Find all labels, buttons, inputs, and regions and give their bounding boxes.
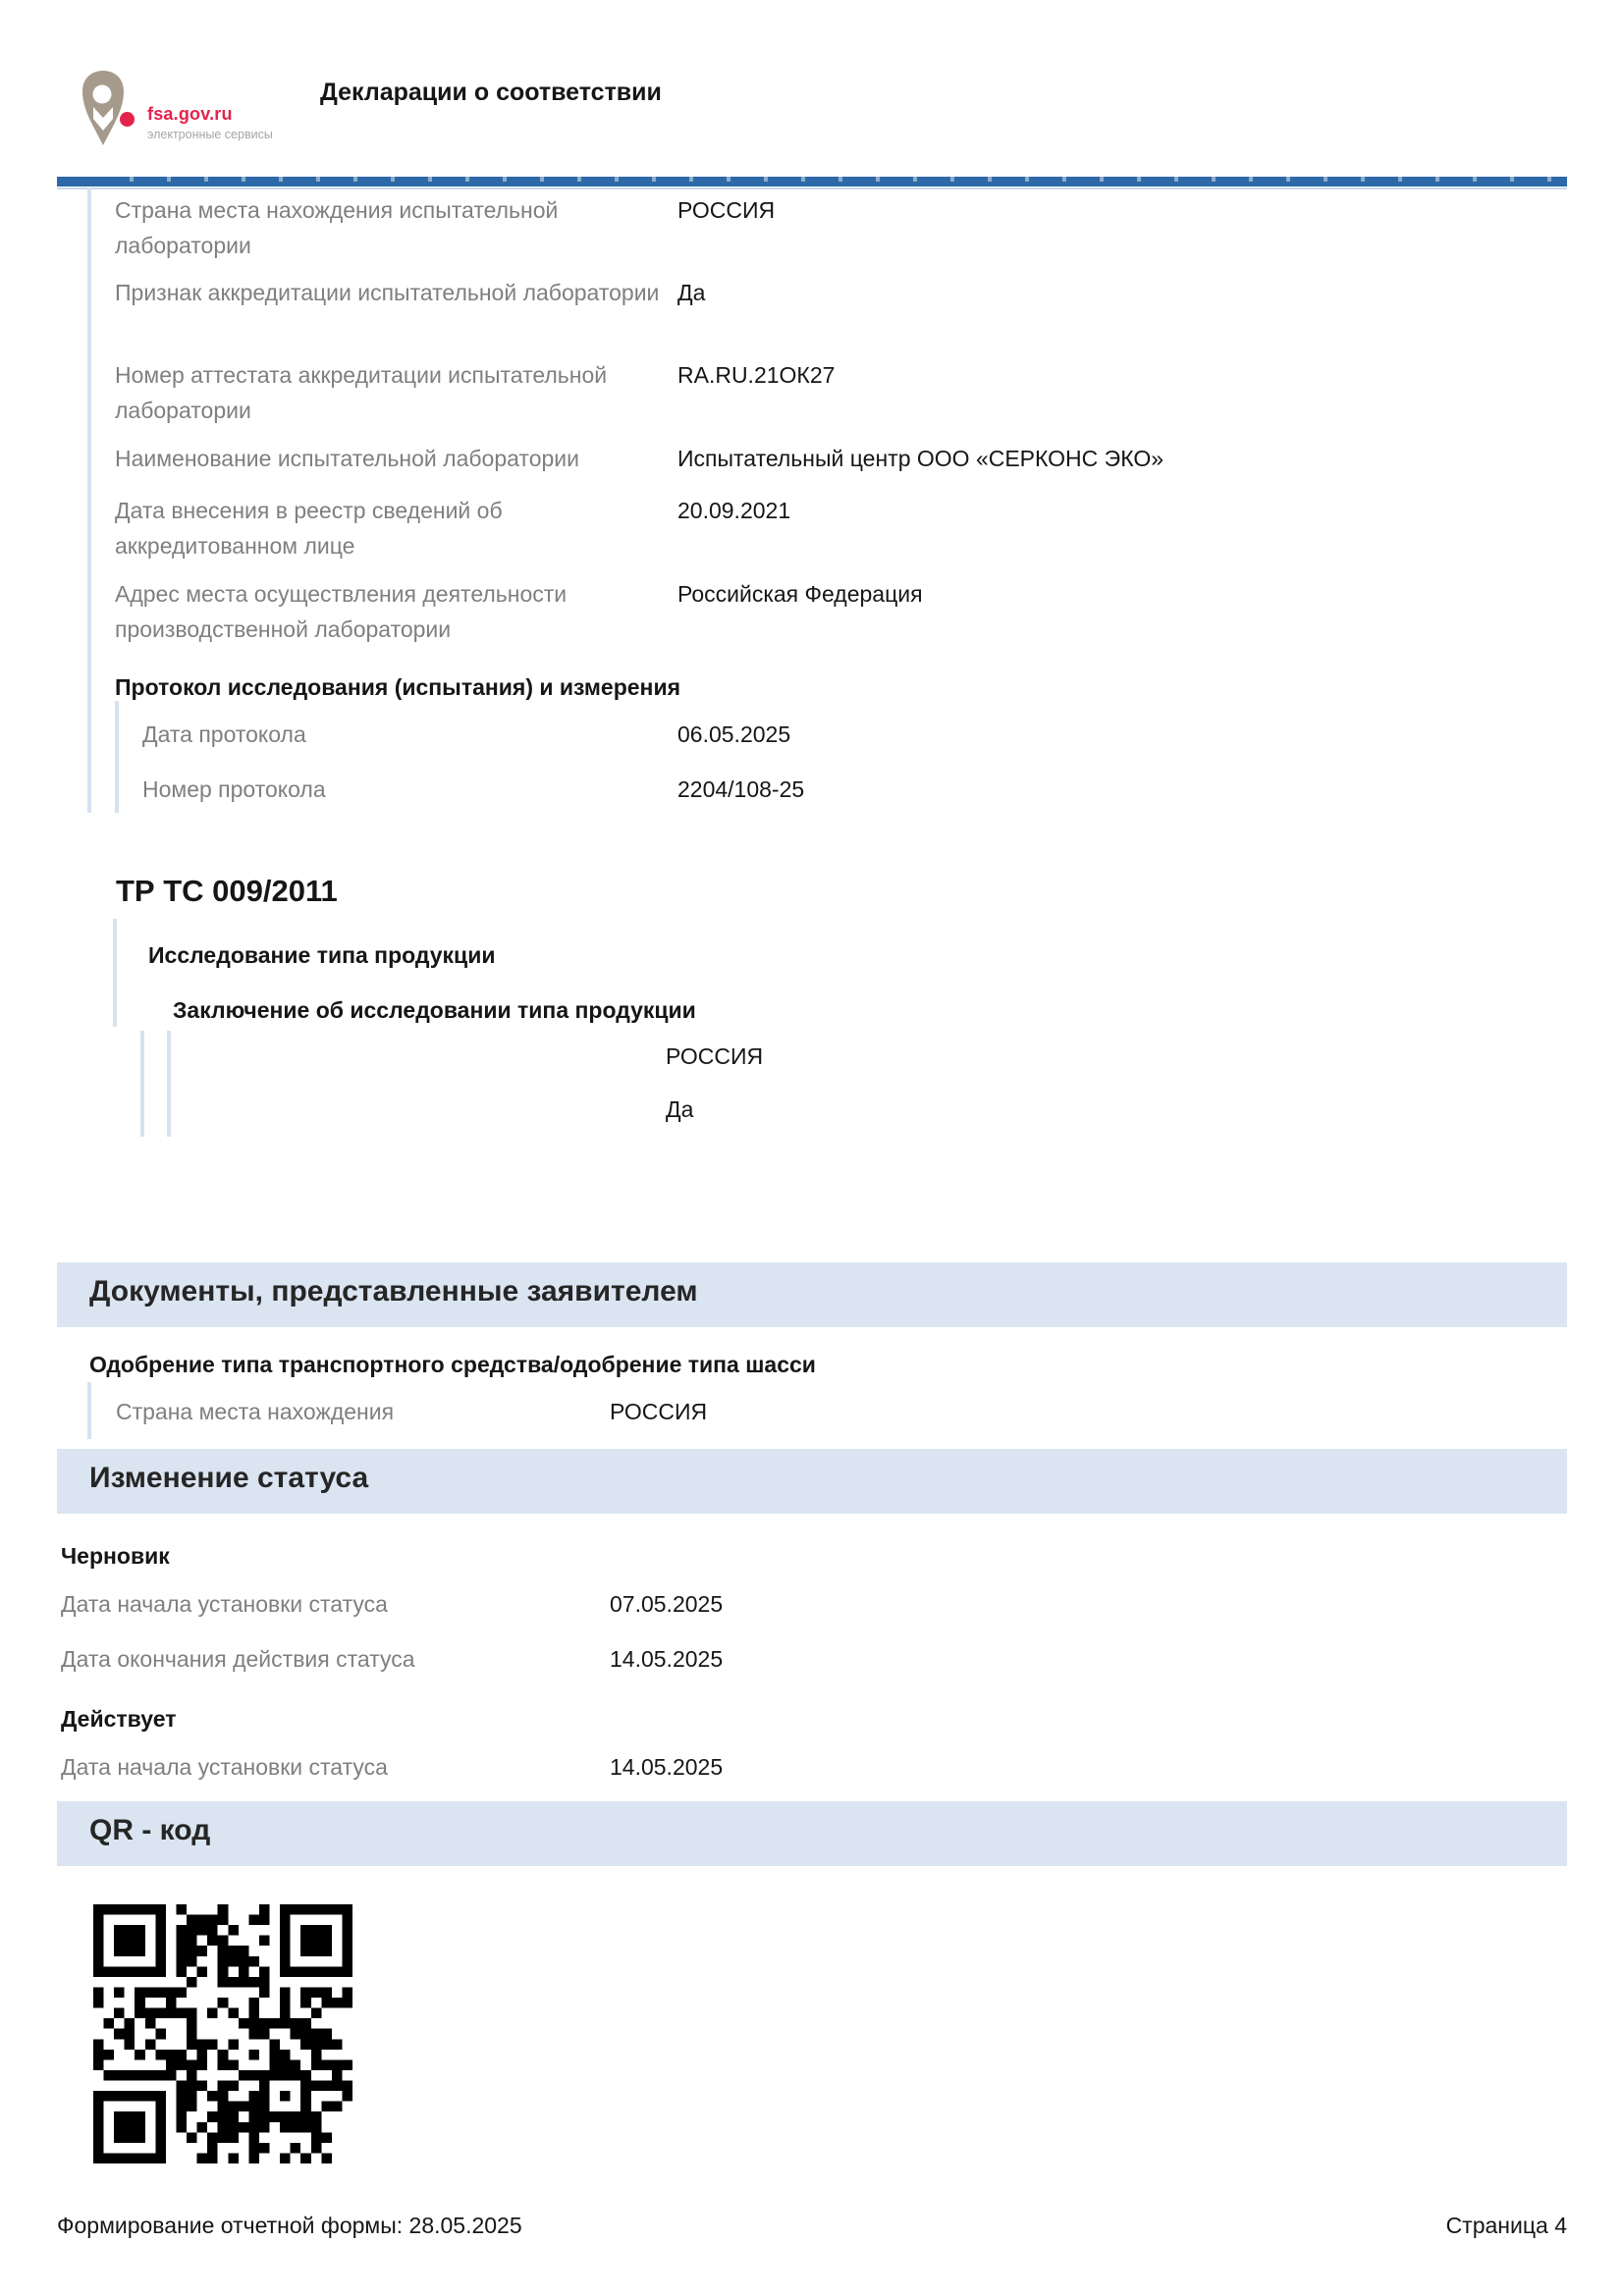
row-label: Дата внесения в реестр сведений об аккредитованном лице <box>115 498 503 559</box>
tr-ts-nesting-line <box>167 1031 171 1137</box>
documents-subheading: Одобрение типа транспортного средства/одобрение типа шасси <box>89 1352 816 1377</box>
tr-ts-subheading-2: Заключение об исследовании типа продукции <box>173 997 696 1023</box>
row-value: 06.05.2025 <box>677 721 791 747</box>
footer-page-number: Страница 4 <box>1445 2213 1567 2238</box>
page-title: Декларации о соответствии <box>320 79 662 106</box>
row-value: 07.05.2025 <box>610 1591 724 1617</box>
qr-code <box>93 1904 352 2163</box>
row-value: Испытательный центр ООО «СЕРКОНС ЭКО» <box>677 446 1164 471</box>
protocol-nesting-line <box>115 701 119 813</box>
fsa-logo-icon <box>79 69 128 147</box>
section-title: Документы, представленные заявителем <box>89 1275 698 1308</box>
table-top-underline <box>57 187 1567 189</box>
row-label: Дата начала установки статуса <box>61 1754 388 1780</box>
row-value: РОССИЯ <box>610 1399 708 1424</box>
row-label: Дата протокола <box>142 721 306 747</box>
row-label: Дата начала установки статуса <box>61 1591 388 1617</box>
row-value: RA.RU.21ОК27 <box>677 362 836 388</box>
table-nesting-line <box>87 187 91 813</box>
row-label: Наименование испытательной лаборатории <box>115 446 579 471</box>
row-value: 20.09.2021 <box>677 498 791 523</box>
documents-nesting-line <box>87 1382 91 1439</box>
section-title: Изменение статуса <box>89 1462 369 1494</box>
row-label: Номер аттестата аккредитации испытательной лаборатории <box>115 362 608 423</box>
section-title: QR - код <box>89 1814 211 1846</box>
row-value: 2204/108-25 <box>677 776 805 802</box>
tr-ts-nesting-line <box>140 1031 144 1137</box>
logo-red-dot-icon <box>120 112 135 127</box>
row-label: Страна места нахождения <box>116 1399 395 1424</box>
row-label: Страна места нахождения испытательной лаборатории <box>115 197 559 258</box>
section-header-status <box>57 1449 1567 1514</box>
logo-tagline: электронные сервисы <box>147 128 273 141</box>
tr-ts-heading: ТР ТС 009/2011 <box>116 874 338 908</box>
row-label: Адрес места осуществления деятельности производственной лаборатории <box>115 581 568 642</box>
section-header-documents <box>57 1262 1567 1327</box>
footer-generated-date: Формирование отчетной формы: 28.05.2025 <box>57 2213 522 2238</box>
row-label: Номер протокола <box>142 776 326 802</box>
status-group-name: Черновик <box>61 1543 170 1569</box>
row-value: РОССИЯ <box>666 1043 764 1069</box>
row-value: 14.05.2025 <box>610 1646 724 1672</box>
row-value: 14.05.2025 <box>610 1754 724 1780</box>
row-value: Российская Федерация <box>677 581 923 607</box>
protocol-heading: Протокол исследования (испытания) и измерения <box>115 674 680 700</box>
row-value: Да <box>666 1096 694 1122</box>
row-label: Дата окончания действия статуса <box>61 1646 415 1672</box>
section-header-qr <box>57 1801 1567 1866</box>
logo-site-text: fsa.gov.ru <box>147 104 233 124</box>
table-top-border <box>57 177 1567 187</box>
row-label: Признак аккредитации испытательной лаборатории <box>115 280 660 305</box>
row-value: РОССИЯ <box>677 197 776 223</box>
row-value: Да <box>677 280 706 305</box>
status-group-name: Действует <box>61 1706 177 1732</box>
tr-ts-nesting-line <box>113 919 117 1027</box>
tr-ts-subheading-1: Исследование типа продукции <box>148 942 496 968</box>
